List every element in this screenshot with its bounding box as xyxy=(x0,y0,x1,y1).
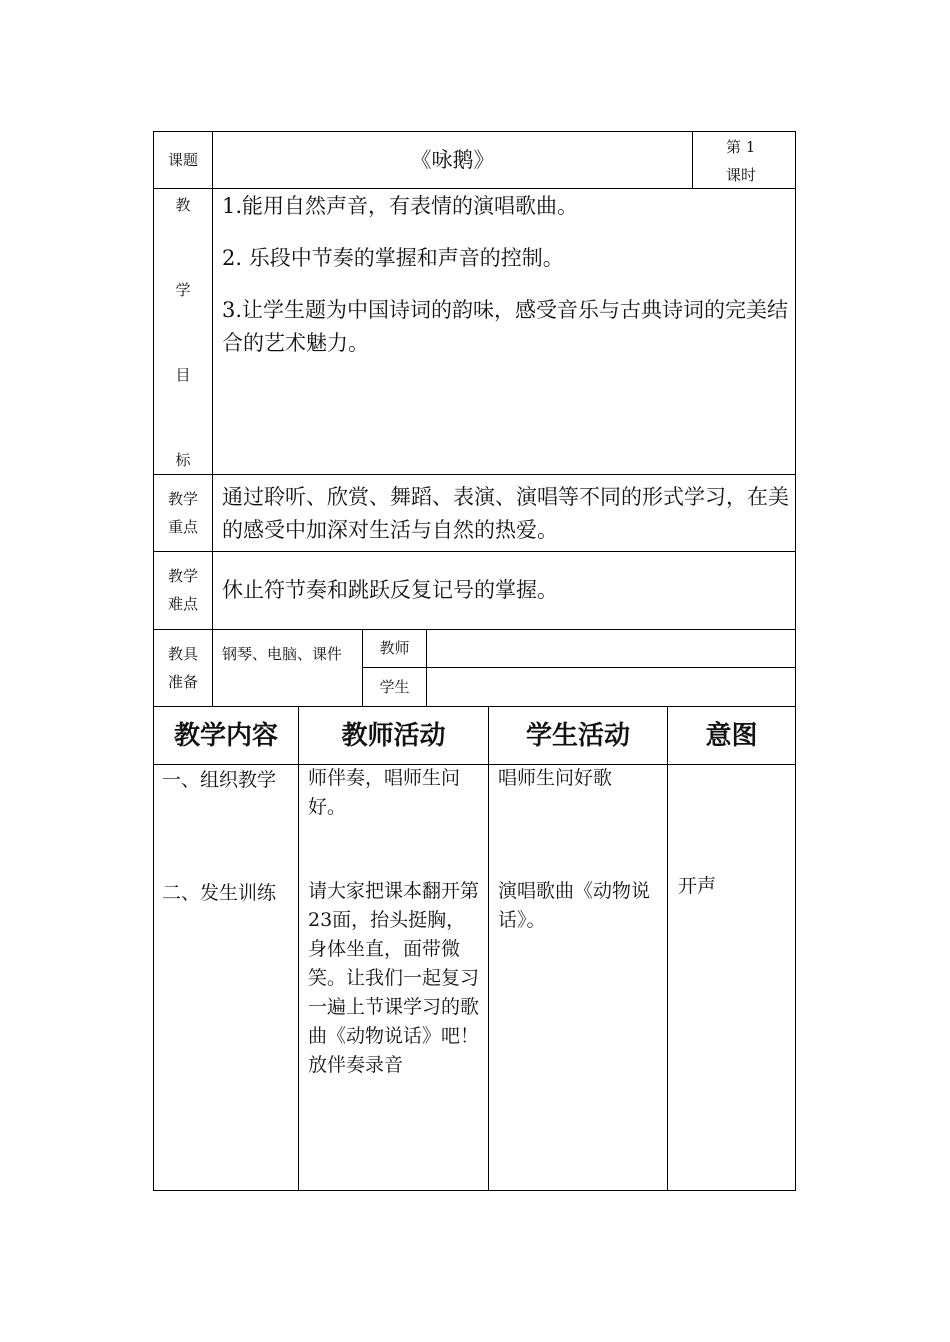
objectives-label-char: 目 xyxy=(175,366,191,384)
key-points-text: 通过聆听、欣赏、舞蹈、表演、演唱等不同的形式学习，在美的感受中加深对生活与自然的热爱。 xyxy=(222,485,789,542)
preparation-label-line1: 教具 xyxy=(167,645,198,663)
header-intent: 意图 xyxy=(705,721,758,751)
preparation-label xyxy=(154,640,212,696)
content-item: 二、发生训练 xyxy=(162,882,277,904)
preparation-label-line2: 准备 xyxy=(167,673,198,691)
key-points-label xyxy=(154,485,212,541)
title-label: 课题 xyxy=(167,151,198,169)
objectives-label-char: 标 xyxy=(175,451,191,469)
student-activity-item: 唱师生问好歌 xyxy=(498,767,613,789)
objective-item: 1.能用自然声音，有表情的演唱歌曲。 xyxy=(222,194,579,218)
header-student-activity: 学生活动 xyxy=(525,721,630,751)
difficulties-label-line2: 难点 xyxy=(167,595,198,613)
page-title: 《咏鹅》 xyxy=(410,148,495,172)
objectives-label xyxy=(154,189,212,474)
objective-item: 2. 乐段中节奏的掌握和声音的控制。 xyxy=(222,246,564,270)
key-points-label-line1: 教学 xyxy=(167,490,198,508)
teacher-activity-item: 师伴奏，唱师生问好。 xyxy=(308,767,461,818)
preparation-text: 钢琴、电脑、课件 xyxy=(222,645,343,663)
content-item: 一、组织教学 xyxy=(162,769,277,791)
difficulties-text: 休止符节奏和跳跃反复记号的掌握。 xyxy=(222,578,558,602)
difficulties-label-line1: 教学 xyxy=(167,567,198,585)
objectives-list xyxy=(222,190,790,360)
lesson-number xyxy=(693,133,795,189)
header-content: 教学内容 xyxy=(173,721,278,751)
teacher-label: 教师 xyxy=(379,639,410,657)
objective-item: 3.让学生题为中国诗词的韵味，感受音乐与古典诗词的完美结合的艺术魅力。 xyxy=(222,298,789,355)
objectives-label-char: 教 xyxy=(175,196,191,214)
key-points-label-line2: 重点 xyxy=(167,518,198,536)
difficulties-label xyxy=(154,562,212,618)
student-activity-item: 演唱歌曲《动物说话》。 xyxy=(498,880,651,931)
lesson-number-line2: 课时 xyxy=(726,166,757,184)
objectives-label-char: 学 xyxy=(175,281,191,299)
header-teacher-activity: 教师活动 xyxy=(341,721,446,751)
teacher-activity-item: 请大家把课本翻开第23面，抬头挺胸，身体坐直，面带微笑。让我们一起复习一遍上节课学习的歌曲《动物说话》吧！放伴奏录音 xyxy=(308,880,480,1076)
student-label: 学生 xyxy=(379,678,410,696)
lesson-number-line1: 第 1 xyxy=(726,138,756,156)
intent-item: 开声 xyxy=(678,875,717,897)
